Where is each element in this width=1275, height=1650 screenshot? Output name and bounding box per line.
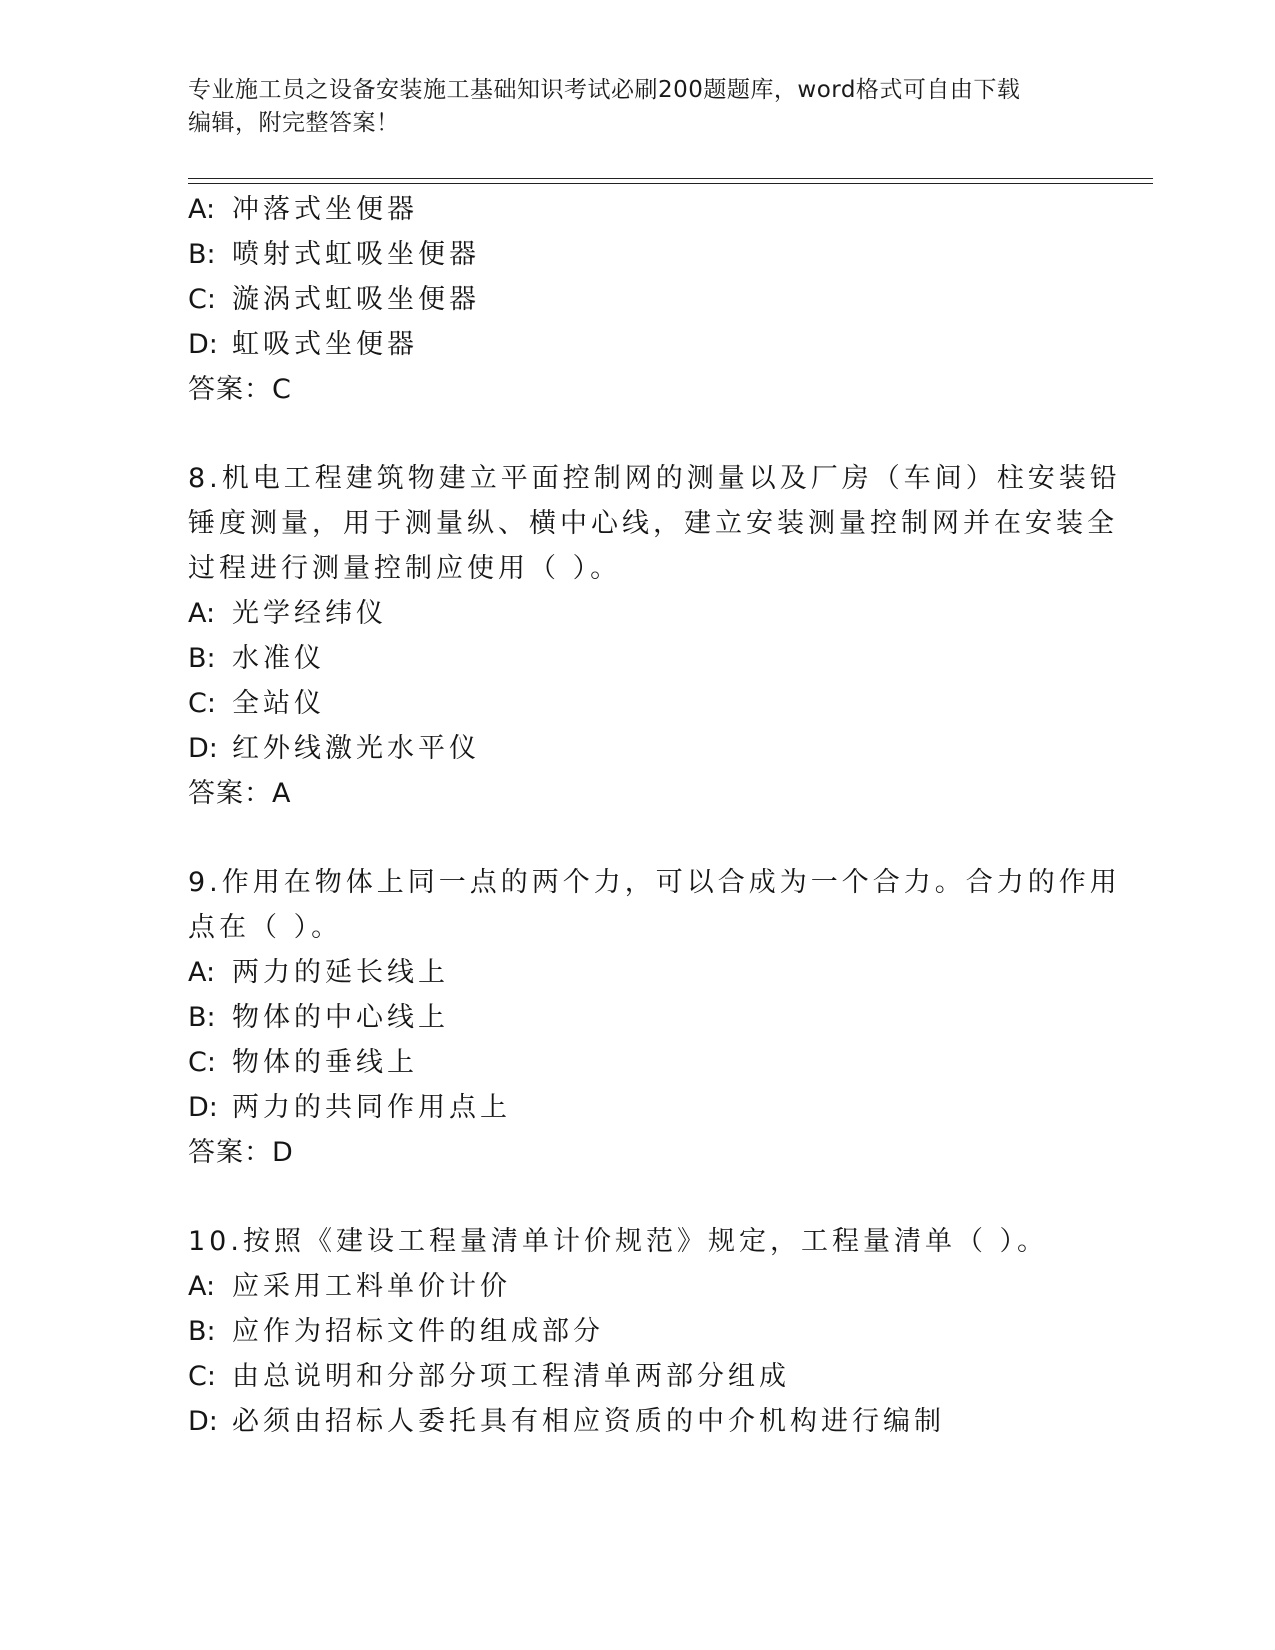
q10-option-d: D: 必须由招标人委托具有相应资质的中介机构进行编制 — [188, 1406, 945, 1437]
q8-option-b: B: 水准仪 — [188, 643, 325, 674]
q8-stem-line-3: 过程进行测量控制应使用（ ）。 — [188, 553, 622, 584]
q9-option-a: A: 两力的延长线上 — [188, 957, 449, 988]
q7-option-d: D: 虹吸式坐便器 — [188, 329, 418, 360]
header-divider-bottom — [188, 183, 1153, 184]
q8-option-d: D: 红外线激光水平仪 — [188, 733, 480, 764]
header-line-2: 编辑，附完整答案！ — [188, 110, 400, 136]
q7-option-b: B: 喷射式虹吸坐便器 — [188, 239, 480, 270]
q8-stem-line-1: 8.机电工程建筑物建立平面控制网的测量以及厂房（车间）柱安装铅 — [188, 463, 1121, 494]
q8-option-a: A: 光学经纬仪 — [188, 598, 387, 629]
q8-option-c: C: 全站仪 — [188, 688, 325, 719]
q10-option-a: A: 应采用工料单价计价 — [188, 1271, 511, 1302]
q7-answer: 答案：C — [188, 374, 292, 405]
q9-option-b: B: 物体的中心线上 — [188, 1002, 449, 1033]
q9-option-c: C: 物体的垂线上 — [188, 1047, 418, 1078]
q10-option-b: B: 应作为招标文件的组成部分 — [188, 1316, 604, 1347]
q9-stem-line-2: 点在（ ）。 — [188, 912, 343, 943]
q10-stem-line-1: 10.按照《建设工程量清单计价规范》规定，工程量清单（ ）。 — [188, 1226, 1049, 1257]
page-header — [188, 74, 1088, 140]
q9-answer: 答案：D — [188, 1137, 294, 1168]
header-line-1: 专业施工员之设备安装施工基础知识考试必刷200题题库，word格式可自由下载 — [188, 77, 1021, 103]
header-divider-top — [188, 178, 1153, 179]
q8-stem-line-2: 锤度测量，用于测量纵、横中心线，建立安装测量控制网并在安装全 — [188, 508, 1118, 539]
q9-option-d: D: 两力的共同作用点上 — [188, 1092, 511, 1123]
q7-option-c: C: 漩涡式虹吸坐便器 — [188, 284, 480, 315]
q10-option-c: C: 由总说明和分部分项工程清单两部分组成 — [188, 1361, 790, 1392]
q8-answer: 答案：A — [188, 778, 292, 809]
q9-stem-line-1: 9.作用在物体上同一点的两个力，可以合成为一个合力。合力的作用 — [188, 867, 1121, 898]
q7-option-a: A: 冲落式坐便器 — [188, 194, 418, 225]
